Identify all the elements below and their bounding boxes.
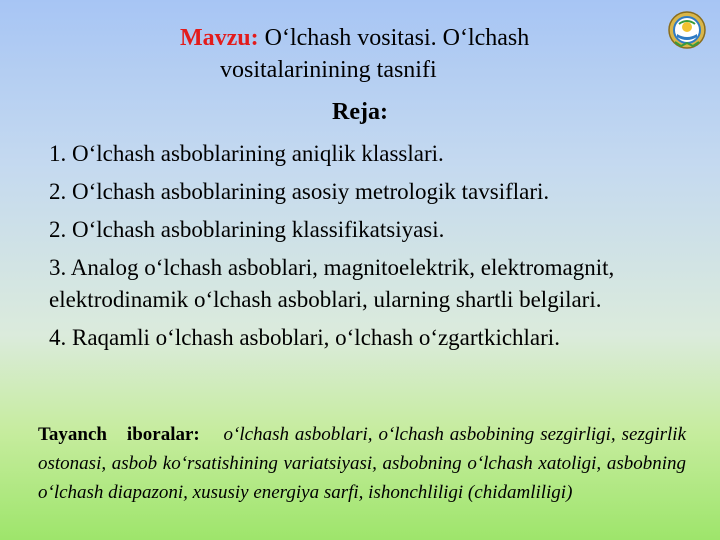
topic-line-2: vositalarinining tasnifi (220, 57, 437, 83)
keywords-block (38, 420, 686, 507)
plan-item-5: 4. Raqamli o‘lchash asboblari, o‘lchash o‘zgartkichlari. (49, 325, 560, 350)
plan-item-2: 2. O‘lchash asboblarining asosiy metrologik tavsiflari. (49, 179, 550, 204)
plan-list (49, 138, 709, 360)
topic-line-1: O‘lchash vositasi. O‘lchash (264, 25, 530, 51)
plan-heading: Reja: (332, 99, 388, 125)
topic-label: Mavzu: (180, 25, 259, 51)
keywords-text: o‘lchash asboblari, o‘lchash asbobining sezgirligi, sezgirlik ostonasi, asbob ko‘rsatishining variatsiyasi, asbobning o‘lchash xatoligi, asbobning o‘lchash diapazoni, xususiy energiya sarfi, ishonchliligi (chidamliligi) (38, 424, 687, 503)
keywords-label: Tayanch iboralar: (38, 424, 200, 445)
state-emblem-icon (667, 10, 707, 50)
plan-item-3: 2. O‘lchash asboblarining klassifikatsiyasi. (49, 217, 445, 242)
plan-item-1: 1. O‘lchash asboblarining aniqlik klasslari. (49, 141, 444, 166)
slide-title (180, 22, 620, 86)
plan-item-4: 3. Analog o‘lchash asboblari, magnitoelektrik, elektromagnit, elektrodinamik o‘lchash asboblari, ularning shartli belgilari. (49, 255, 615, 312)
